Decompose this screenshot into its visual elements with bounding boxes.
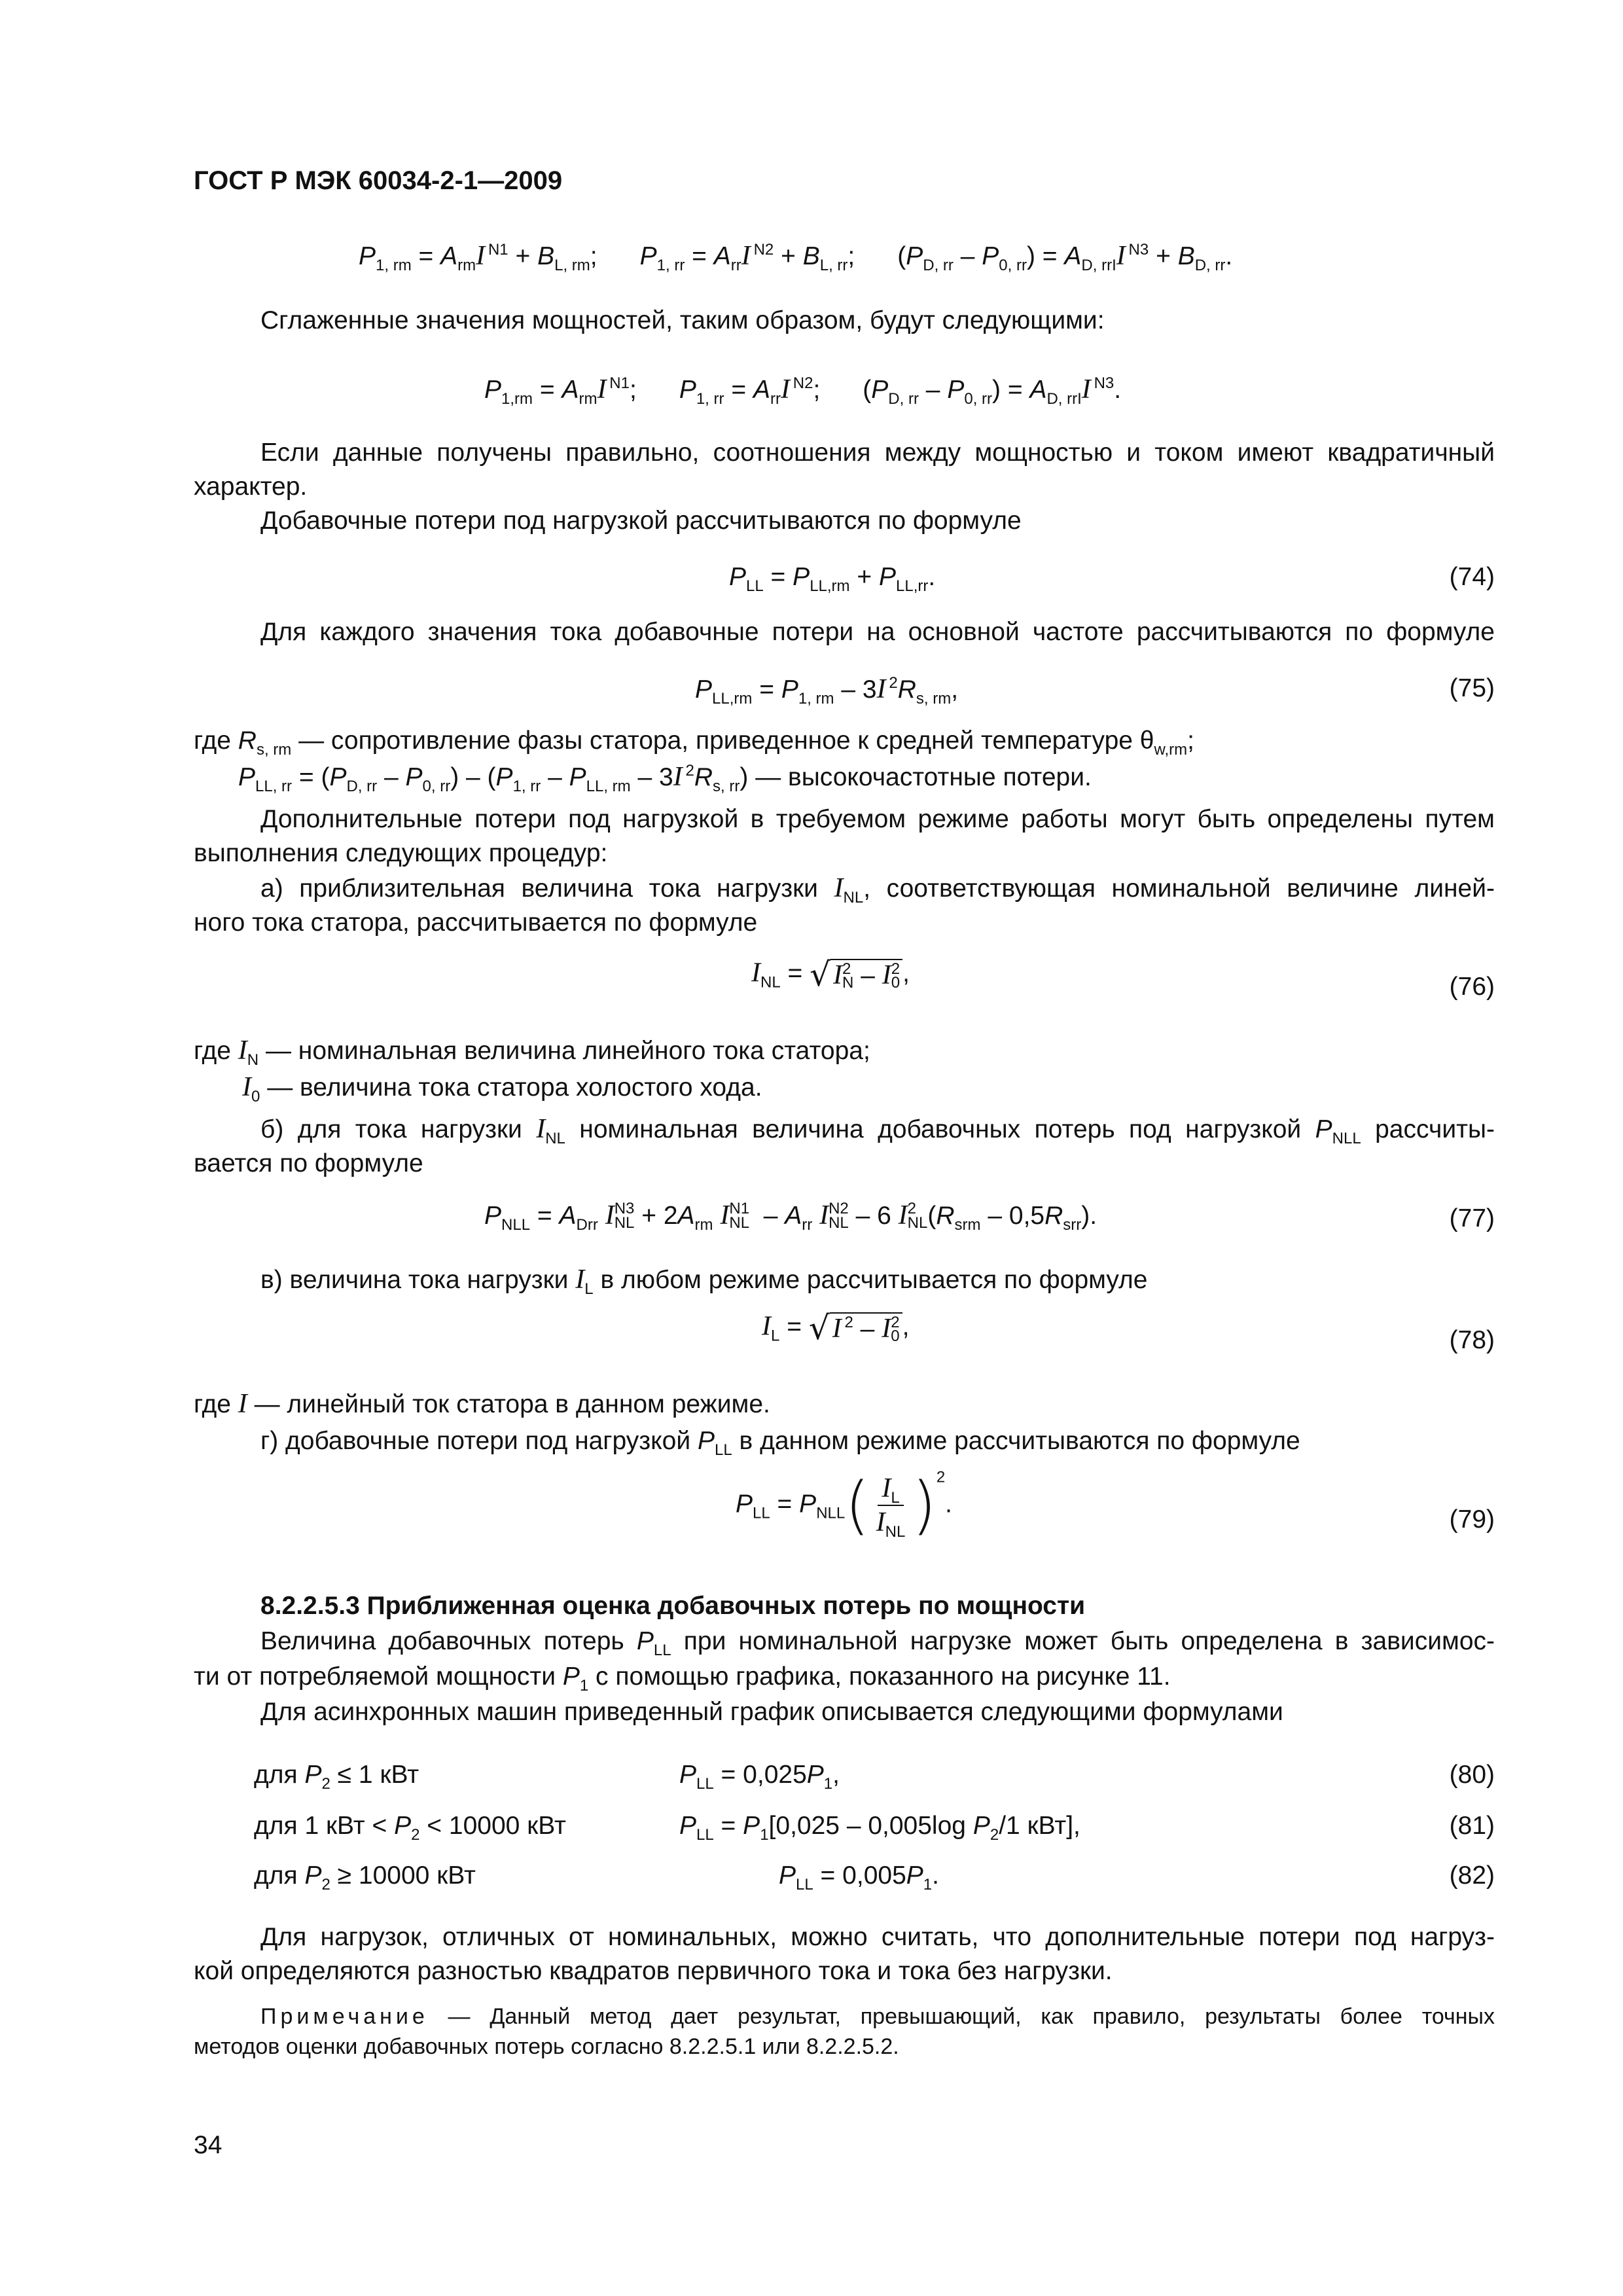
where-in-line: где $I_N$ — номинальная величина линейного тока статора; [194,1035,870,1069]
paragraph-line: выполнения следующих процедур: [194,839,608,867]
item-b-line: б) для тока нагрузки $I_{NL}$ номинальная величина добавочных потерь под нагрузкой $P_{NLL}$ рассчиты- [260,1114,1495,1147]
equation-74: $P_{LL} = P_{LL,rm} + P_{LL,rr}$. [729,563,936,595]
paragraph-line: Для нагрузок, отличных от номинальных, можно считать, что дополнительные потери под нагруз- [260,1923,1495,1951]
note-line: Примечание — Данный метод дает результат, превышающий, как правило, результаты более точных [260,2004,1495,2029]
condition-80: для $P_2 \le 1$ кВт [254,1761,419,1793]
where-i-line: где I — линейный ток статора в данном режиме. [194,1389,770,1419]
equation-number: (78) [1449,1326,1495,1354]
paragraph-line: Для каждого значения тока добавочные потери на основной частоте рассчитываются по формуле [260,618,1495,646]
equation-80: $P_{LL} = 0,025P_1$, [679,1761,840,1793]
equation-number: (81) [1449,1812,1495,1840]
equation-78: $I_L = √I$ $^2$ – I 2 0 , [762,1309,910,1347]
equation-77: $P_{NLL} = A_{Drr}$ I N3 NL + $2A_{rm}$ I N1 NL – $A_{rr}$ I N2 NL – 6 I 2 NL $(R_{srm} - 0,5R_{srr})$. [484,1200,1097,1234]
equation-number: (79) [1449,1505,1495,1534]
equation-82: $P_{LL} = 0,005P_1$. [779,1861,939,1893]
i0-line: $I_0$ — величина тока статора холостого хода. [242,1072,762,1105]
equation-76: $I_{NL} = √I$ 2 N – I 2 0 , [751,956,910,994]
paragraph-line: Сглаженные значения мощностей, таким образом, будут следующими: [260,306,1105,334]
paragraph-line: вается по формуле [194,1149,423,1177]
paragraph-line: характер. [194,473,308,501]
note-line: методов оценки добавочных потерь согласно 8.2.2.5.1 или 8.2.2.5.2. [194,2034,899,2059]
document-header: ГОСТ Р МЭК 60034-2-1—2009 [194,166,563,195]
equation-number: (80) [1449,1761,1495,1789]
equation-75: $P_{LL,rm} = P_{1, rm} - 3I$ $^2R_{s, rm}$, [695,674,959,708]
item-a-line: а) приблизительная величина тока нагрузки $I_{NL}$, соответствующая номинальной величине линей- [260,873,1495,906]
equation-79: $P_{LL} = P_{NLL}$( $\frac{I_L}{I_{NL}}$ )$^2$. [736,1468,953,1542]
paragraph-line: Дополнительные потери под нагрузкой в требуемом режиме работы могут быть определены путем [260,805,1495,833]
paragraph-line: Если данные получены правильно, соотношения между мощностью и током имеют квадратичный [260,439,1495,467]
page-number: 34 [194,2131,223,2159]
paragraph-line: кой определяются разностью квадратов первичного тока и тока без нагрузки. [194,1957,1113,1985]
paragraph-line: ного тока статора, рассчитывается по формуле [194,908,758,937]
paragraph-line: Для асинхронных машин приведенный график описывается следующими формулами [260,1698,1283,1726]
condition-81: для 1 кВт < $P_2 < 10000$ кВт [254,1812,566,1844]
equation-number: (75) [1449,674,1495,702]
equation-81: $P_{LL} = P_1[0,025 - 0,005\log$ $P_2/1$ кВт], [679,1812,1080,1844]
where-rs-line: где $R_{s, rm}$ — сопротивление фазы статора, приведенное к средней температуре $\theta_{w,rm}$; [194,726,1194,759]
equation-number: (76) [1449,973,1495,1001]
section-line: ти от потребляемой мощности $P_1$ с помощью графика, показанного на рисунке 11. [194,1662,1171,1695]
item-v-line: в) величина тока нагрузки $I_L$ в любом режиме рассчитывается по формуле [260,1265,1148,1298]
pll-rr-line: $P_{LL, rr} = (P_{D, rr} - P_{0, rr}) - (P_{1, rr} - P_{LL, rm} - 3I$ $^2R_{s, rr}$) — высокочастотные потери. [238,762,1092,795]
item-g-line: г) добавочные потери под нагрузкой $P_{LL}$ в данном режиме рассчитываются по формуле [260,1427,1300,1459]
equation-number: (74) [1449,563,1495,591]
equation-number: (77) [1449,1204,1495,1232]
section-heading: 8.2.2.5.3 Приближенная оценка добавочных потерь по мощности [260,1592,1086,1620]
section-line: Величина добавочных потерь $P_{LL}$ при номинальной нагрузке может быть определена в зависимос- [260,1627,1495,1659]
equation-smoothed: $P_{1,rm} = A_{rm}I$ $^{N1}$; $P_{1, rr} = A_{rr}I$ $^{N2}$; $(P_{D, rr} - P_{0, rr}) = A_{D, rrI}I$ $^{N3}$. [484,374,1122,408]
equation-regression: $P_{1, rm} = A_{rm}I$ $^{N1} + B_{L, rm}$; $P_{1, rr} = A_{rr}I$ $^{N2} + B_{L, rr}$; $(P_{D, rr} - P_{0, rr}) = A_{D, rrI}I$ $^{N3} + B_{D, rr}$. [359,241,1233,274]
paragraph-line: Добавочные потери под нагрузкой рассчитываются по формуле [260,507,1022,535]
condition-82: для $P_2 \ge 10000$ кВт [254,1861,476,1893]
equation-number: (82) [1449,1861,1495,1890]
